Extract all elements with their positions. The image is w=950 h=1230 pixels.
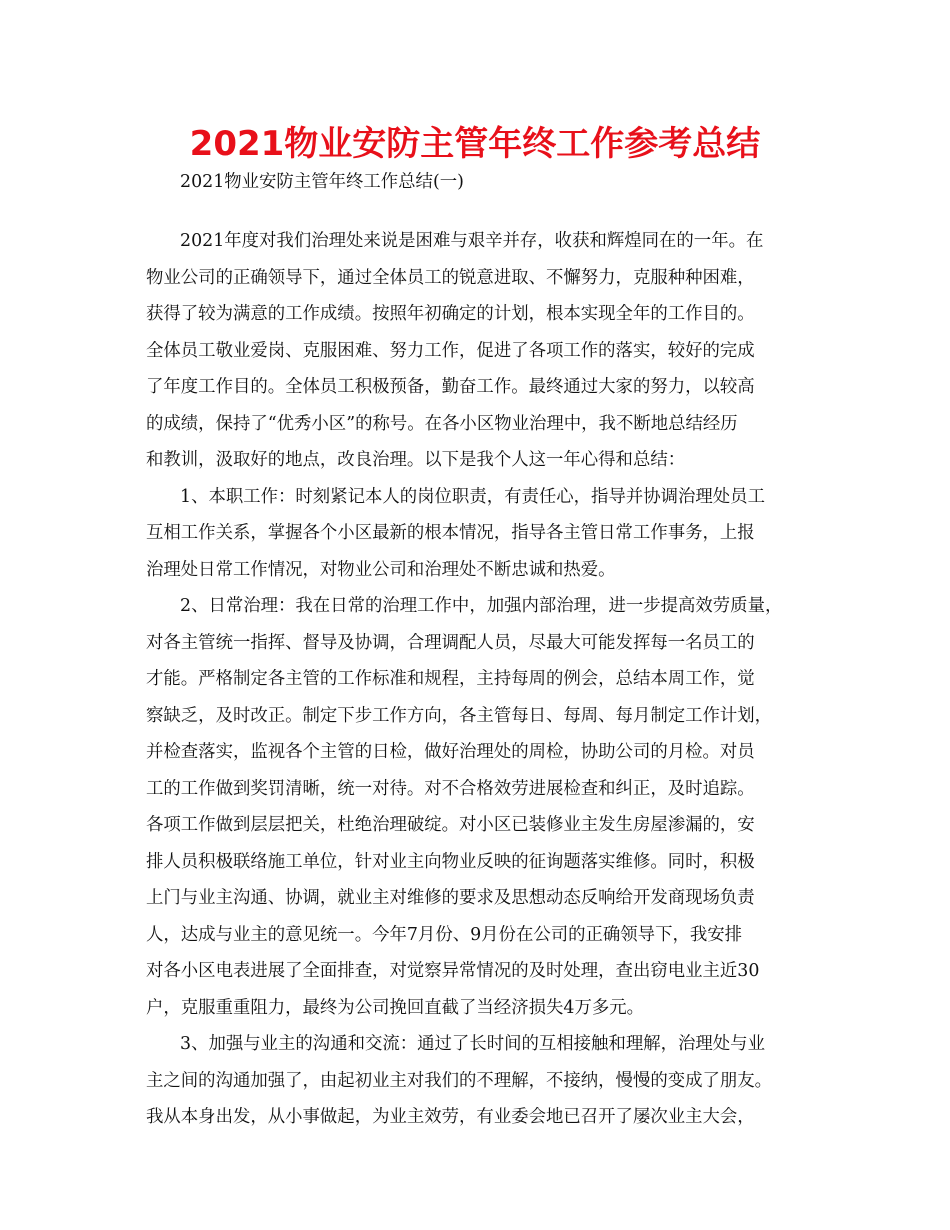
subtitle-line: 2021物业安防主管年终工作总结(一) (180, 172, 464, 192)
paragraph-line: 对各小区电表进展了全面排查，对觉察异常情况的及时处理，查出窃电业主近30 (146, 961, 760, 981)
paragraph-line: 对各主管统一指挥、督导及协调，合理调配人员，尽最大可能发挥每一名员工的 (146, 633, 755, 653)
paragraph-line: 和教训，汲取好的地点，改良治理。以下是我个人这一年心得和总结： (146, 450, 686, 470)
paragraph-line: 获得了较为满意的工作成绩。按照年初确定的计划，根本实现全年的工作目的。 (146, 304, 755, 324)
paragraph-line: 物业公司的正确领导下，通过全体员工的锐意进取、不懈努力，克服种种困难， (146, 268, 755, 288)
paragraph-line: 了年度工作目的。全体员工积极预备，勤奋工作。最终通过大家的努力，以较高 (146, 377, 755, 397)
paragraph-line: 我从本身出发，从小事做起，为业主效劳，有业委会地已召开了屡次业主大会， (146, 1107, 755, 1127)
paragraph-line: 治理处日常工作情况，对物业公司和治理处不断忠诚和热爱。 (146, 560, 616, 580)
paragraph-line: 排人员积极联络施工单位，针对业主向物业反映的征询题落实维修。同时，积极 (146, 852, 755, 872)
paragraph-line: 户，克服重重阻力，最终为公司挽回直截了当经济损失4万多元。 (146, 998, 645, 1018)
paragraph-line: 互相工作关系，掌握各个小区最新的根本情况，指导各主管日常工作事务，上报 (146, 523, 755, 543)
paragraph-line: 的成绩，保持了“优秀小区”的称号。在各小区物业治理中，我不断地总结经历 (146, 414, 738, 434)
paragraph-line: 全体员工敬业爱岗、克服困难、努力工作，促进了各项工作的落实，较好的完成 (146, 341, 755, 361)
paragraph-line: 工的工作做到奖罚清晰，统一对待。对不合格效劳进展检查和纠正，及时追踪。 (146, 779, 755, 799)
paragraph-line: 主之间的沟通加强了，由起初业主对我们的不理解，不接纳，慢慢的变成了朋友。 (146, 1071, 773, 1091)
document-title: 2021物业安防主管年终工作参考总结 (189, 124, 761, 164)
paragraph-line: 1、本职工作：时刻紧记本人的岗位职责，有责任心，指导并协调治理处员工 (180, 487, 765, 507)
paragraph-line: 各项工作做到层层把关，杜绝治理破绽。对小区已装修业主发生房屋渗漏的，安 (146, 815, 755, 835)
paragraph-line: 人，达成与业主的意见统一。今年7月份、9月份在公司的正确领导下，我安排 (146, 925, 743, 945)
paragraph-line: 2021年度对我们治理处来说是困难与艰辛并存，收获和辉煌同在的一年。在 (180, 231, 764, 251)
paragraph-line: 3、加强与业主的沟通和交流：通过了长时间的互相接触和理解，治理处与业 (180, 1034, 765, 1054)
paragraph-line: 上门与业主沟通、协调，就业主对维修的要求及思想动态反响给开发商现场负责 (146, 888, 755, 908)
paragraph-line: 察缺乏，及时改正。制定下步工作方向，各主管每日、每周、每月制定工作计划， (146, 706, 773, 726)
paragraph-line: 2、日常治理：我在日常的治理工作中，加强内部治理，进一步提高效劳质量， (180, 596, 783, 616)
paragraph-line: 并检查落实，监视各个主管的日检，做好治理处的周检，协助公司的月检。对员 (146, 742, 755, 762)
paragraph-line: 才能。严格制定各主管的工作标准和规程，主持每周的例会，总结本周工作，觉 (146, 669, 755, 689)
